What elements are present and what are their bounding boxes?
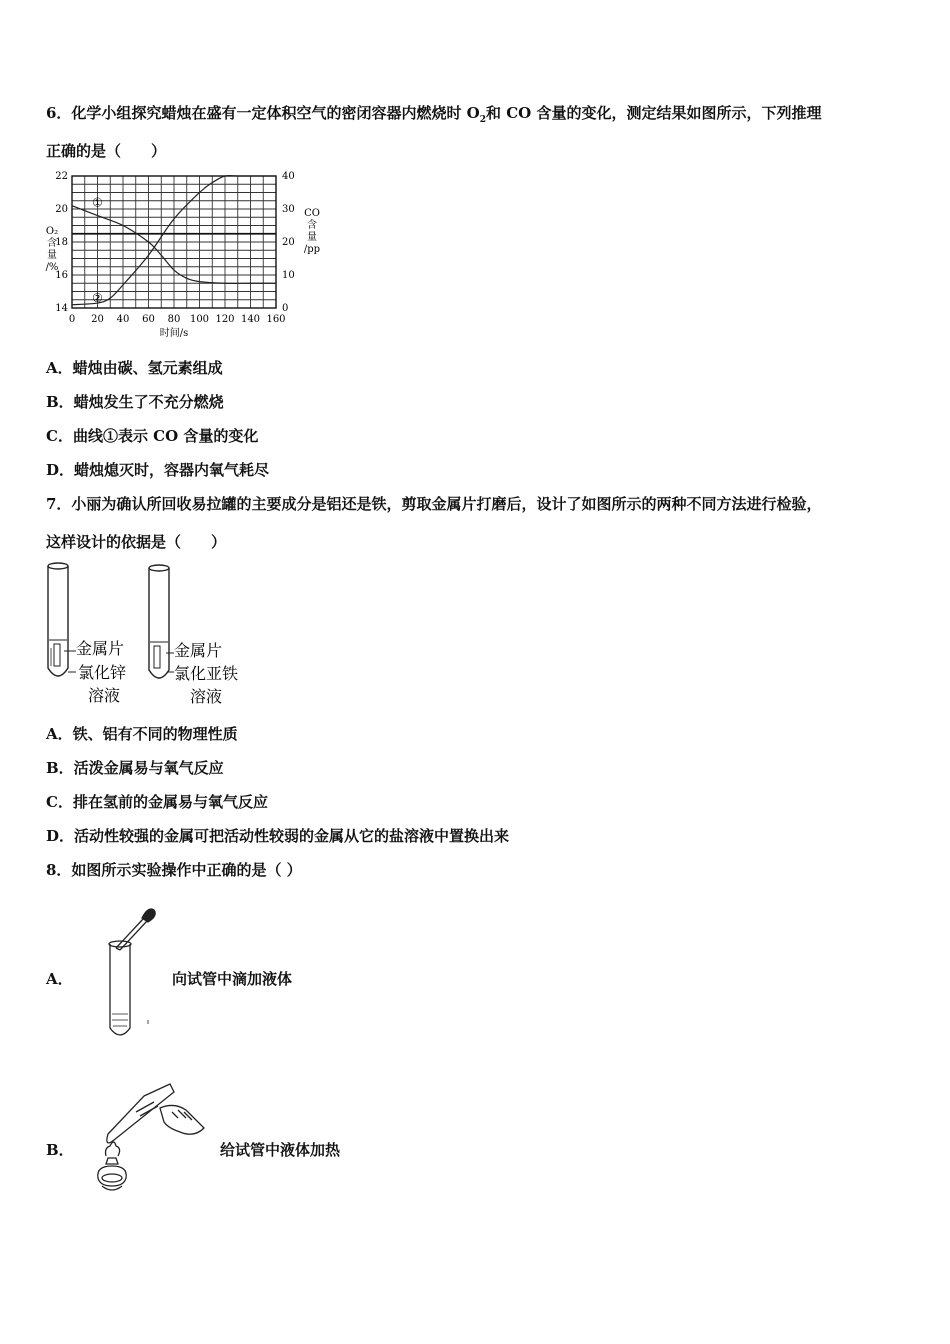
q6-stem-line1: 6．化学小组探究蜡烛在盛有一定体积空气的密闭容器内燃烧时 $O_2$和 CO 含量的变化，测定结果如图所示，下列推理: [46, 104, 822, 125]
x-tick-label: 100: [189, 314, 210, 325]
tube1-label-solution: 氯化锌: [78, 663, 127, 682]
x-tick-label: 80: [167, 314, 181, 325]
q7-stem-line1: 7．小丽为确认所回收易拉罐的主要成分是铝还是铁，剪取金属片打磨后，设计了如图所示的两种不同方法进行检验，: [46, 495, 822, 513]
y-left-label: 量: [47, 250, 57, 261]
y-left-label: O₂: [45, 226, 59, 237]
test-tube-2: [149, 565, 174, 678]
y-right-tick-label: 0: [282, 303, 289, 314]
x-tick-label: 20: [91, 314, 104, 325]
test-tubes-figure: [40, 560, 260, 710]
y-left-tick-label: 16: [55, 270, 68, 281]
x-tick-label: 120: [215, 314, 235, 325]
x-tick-label: 40: [116, 314, 130, 325]
heating-tube-figure: [94, 1082, 214, 1202]
x-axis-label: 时间/s: [159, 328, 189, 339]
y-right-label: 量: [307, 232, 317, 243]
tube1-label-metal: 金属片: [76, 639, 125, 658]
y-left-tick-label: 20: [55, 204, 68, 215]
q7-option-c[interactable]: C．排在氢前的金属易与氧气反应: [46, 793, 268, 811]
x-tick-label: 60: [142, 314, 155, 325]
y-right-label: CO: [304, 208, 320, 219]
y-left-tick-label: 18: [55, 237, 68, 248]
y-right-tick-label: 20: [282, 237, 295, 248]
q8-option-a-label[interactable]: A．: [46, 970, 73, 988]
q6-stem-line2: 正确的是（ ）: [46, 142, 167, 160]
q8-option-b-label[interactable]: B．: [46, 1141, 74, 1159]
y-left-label: /%: [45, 262, 59, 273]
y-right-label: 含: [307, 220, 317, 231]
q7-stem-line2: 这样设计的依据是（ ）: [46, 533, 227, 551]
y-left-label: 含: [47, 238, 57, 249]
test-tube-1: [48, 563, 76, 676]
y-right-tick-label: 40: [282, 171, 295, 182]
q6-option-d[interactable]: D．蜡烛熄灭时，容器内氧气耗尽: [46, 461, 270, 479]
tube2-label-metal: 金属片: [174, 641, 223, 660]
q6-option-c[interactable]: C．曲线①表示 CO 含量的变化: [46, 427, 259, 445]
y-right-tick-label: 30: [282, 204, 295, 215]
tube2-label-solution: 氯化亚铁: [174, 664, 239, 683]
dropper-tube-figure: [96, 904, 166, 1044]
y-right-label: /pp: [303, 244, 321, 255]
series-label-1: ①: [92, 195, 103, 210]
x-tick-label: 160: [266, 314, 286, 325]
o2-co-chart: [40, 168, 340, 348]
series-label-2: ②: [92, 291, 103, 306]
y-left-tick-label: 14: [55, 303, 68, 314]
q7-option-a[interactable]: A．铁、铝有不同的物理性质: [46, 725, 238, 743]
q8-option-a-caption: 向试管中滴加液体: [172, 970, 293, 988]
y-left-tick-label: 22: [55, 171, 68, 182]
q7-option-d[interactable]: D．活动性较强的金属可把活动性较弱的金属从它的盐溶液中置换出来: [46, 827, 510, 845]
q8-option-b-caption: 给试管中液体加热: [220, 1141, 341, 1159]
q8-stem: 8．如图所示实验操作中正确的是（ ）: [46, 861, 302, 879]
tube2-label-liquid: 溶液: [190, 687, 223, 706]
x-tick-label: 140: [240, 314, 261, 325]
x-tick-label: 0: [68, 314, 76, 325]
y-right-tick-label: 10: [282, 270, 295, 281]
q7-option-b[interactable]: B．活泼金属易与氧气反应: [46, 759, 224, 777]
q6-option-b[interactable]: B．蜡烛发生了不充分燃烧: [46, 393, 224, 411]
q6-option-a[interactable]: A．蜡烛由碳、氢元素组成: [46, 359, 223, 377]
tube1-label-liquid: 溶液: [88, 686, 121, 705]
